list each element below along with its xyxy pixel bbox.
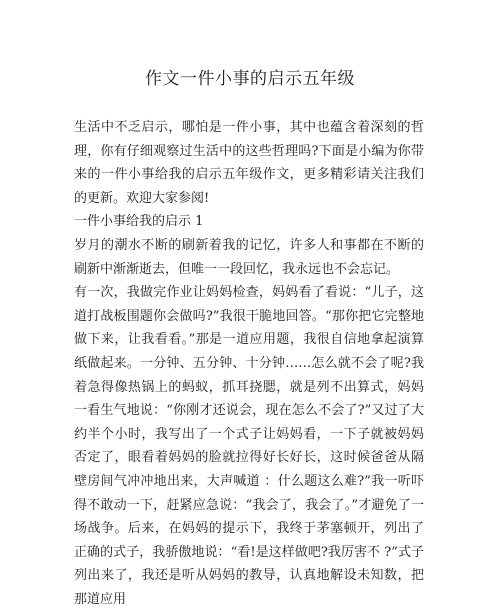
article-body: [74, 116, 424, 611]
page-title: 作文一件小事的启示五年级: [145, 69, 355, 89]
intro-paragraph: 生活中不乏启示，哪怕是一件小事，其中也蕴含着深刻的哲理，你有仔细观察过生活中的这些哲理吗?下面是小编为你带来的一件小事给我的启示五年级作文，更多精彩请关注我们的更新。欢迎大家参阅!: [74, 120, 424, 206]
body-paragraph: 岁月的潮水不断的刷新着我的记忆，许多人和事都在不断的刷新中渐渐逝去，但唯一一段回忆，我永远也不会忘记。: [74, 237, 424, 277]
body-paragraph: 有一次，我做完作业让妈妈检查，妈妈看了看说：“儿子，这道打战板围题你会做吗?”我很干脆地回答。“那你把它完整地做下来，让我看看。”那是一道应用题，我很自信地拿起演算纸做起来。一分钟、五分钟、十分钟……怎么就不会了呢?我着急得像热锅上的蚂蚁，抓耳挠腮，就是列不出算式，妈妈一看生气地说：“你刚才还说会，现在怎么不会了?”又过了大约半个小时，我写出了一个式子让妈妈看，一下子就被妈妈否定了，眼看着妈妈的脸就拉得好长好长，这时候爸爸从隔壁房间气冲冲地出来，大声喊道 ：什么题这么难?”我一听吓得不敢动一下，赶紧应急说：“我会了，我会了。”才避免了一场战争。后来，在妈妈的提示下，我终于茅塞顿开，列出了正确的式子，我骄傲地说：“看!是这样做吧?我厉害不 ?”式子列出来了，我还是听从妈妈的教导，认真地解设未知数，把那道应用: [74, 285, 424, 607]
section-heading: 一件小事给我的启示 1: [74, 214, 204, 230]
